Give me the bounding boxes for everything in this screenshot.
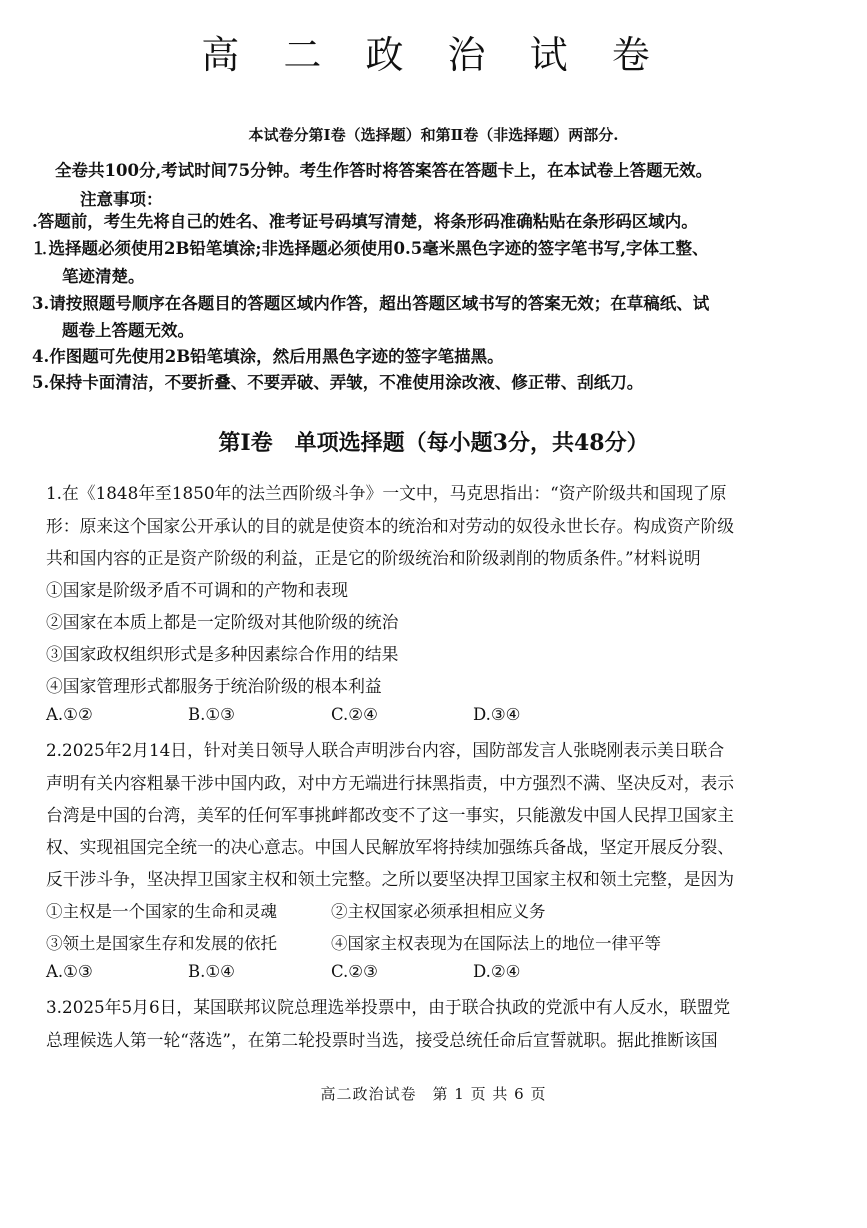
section-title: 第Ⅰ卷 单项选择题（每小题3分，共48分）: [218, 430, 649, 456]
question-text: 总理候选人第一轮“落选”，在第二轮投票时当选，接受总统任命后宣誓就职。据此推断该国: [46, 1030, 718, 1050]
option-a: A.①②: [46, 705, 93, 724]
statement: ②主权国家必须承担相应义务: [331, 902, 546, 921]
option-c: C.②③: [331, 962, 378, 981]
notes-heading: 注意事项：: [80, 190, 163, 209]
question-text: 形：原来这个国家公开承认的目的就是使资本的统治和对劳动的奴役永世长存。构成资产阶级: [46, 516, 735, 536]
question-text: 权、实现祖国完全统一的决心意志。中国人民解放军将持续加强练兵备战，坚定开展反分裂、: [46, 837, 735, 857]
paper-intro: 本试卷分第Ⅰ卷（选择题）和第Ⅱ卷（非选择题）两部分.: [248, 126, 619, 144]
question-text: 3.2025年5月6日，某国联邦议院总理选举投票中，由于联合执政的党派中有人反水，联盟党: [46, 997, 731, 1017]
note-item: 3.请按照题号顺序在各题目的答题区域内作答，超出答题区域书写的答案无效；在草稿纸、试: [32, 294, 710, 313]
question-text: 共和国内容的正是资产阶级的利益，正是它的阶级统治和阶级剥削的物质条件。”材料说明: [46, 548, 701, 568]
question-text: 2.2025年2月14日，针对美日领导人联合声明涉台内容，国防部发言人张晓刚表示美日联合: [46, 740, 725, 760]
statement: ④国家管理形式都服务于统治阶级的根本利益: [46, 676, 382, 696]
statement: ④国家主权表现为在国际法上的地位一律平等: [331, 934, 661, 953]
note-item: .答题前，考生先将自己的姓名、准考证号码填写清楚，将条形码准确粘贴在条形码区域内。: [32, 212, 698, 231]
page-title: 高 二 政 治 试 卷: [201, 33, 666, 77]
option-d: D.②④: [473, 962, 521, 981]
statement: ①主权是一个国家的生命和灵魂: [46, 902, 277, 921]
statement: ②国家在本质上都是一定阶级对其他阶级的统治: [46, 612, 399, 632]
option-c: C.②④: [331, 705, 378, 724]
option-b: B.①③: [188, 705, 235, 724]
option-b: B.①④: [188, 962, 235, 981]
note-item: ⒈选择题必须使用2B铅笔填涂;非选择题必须使用0.5毫米黑色字迹的签字笔书写,字体工整、: [32, 239, 709, 258]
note-item: 笔迹清楚。: [62, 267, 145, 286]
exam-info: 全卷共100分,考试时间75分钟。考生作答时将答案答在答题卡上，在本试卷上答题无效。: [55, 161, 713, 180]
note-item: 5.保持卡面清洁，不要折叠、不要弄破、弄皱，不准使用涂改液、修正带、刮纸刀。: [32, 373, 644, 392]
option-d: D.③④: [473, 705, 521, 724]
question-text: 台湾是中国的台湾，美军的任何军事挑衅都改变不了这一事实，只能激发中国人民捍卫国家主: [46, 805, 735, 825]
page-footer: 高二政治试卷 第 1 页 共 6 页: [320, 1085, 547, 1103]
note-item: 题卷上答题无效。: [62, 321, 194, 340]
note-item: 4.作图题可先使用2B铅笔填涂，然后用黑色字迹的签字笔描黑。: [32, 347, 504, 366]
statement: ③国家政权组织形式是多种因素综合作用的结果: [46, 644, 399, 664]
question-text: 反干涉斗争，坚决捍卫国家主权和领土完整。之所以要坚决捍卫国家主权和领土完整，是因为: [46, 869, 735, 889]
question-text: 声明有关内容粗暴干涉中国内政，对中方无端进行抹黑指责，中方强烈不满、坚决反对，表示: [46, 773, 735, 793]
option-a: A.①③: [46, 962, 93, 981]
statement: ③领土是国家生存和发展的依托: [46, 934, 277, 953]
question-text: 1.在《1848年至1850年的法兰西阶级斗争》一文中，马克思指出：“资产阶级共和国现了原: [46, 483, 727, 503]
statement: ①国家是阶级矛盾不可调和的产物和表现: [46, 580, 349, 600]
